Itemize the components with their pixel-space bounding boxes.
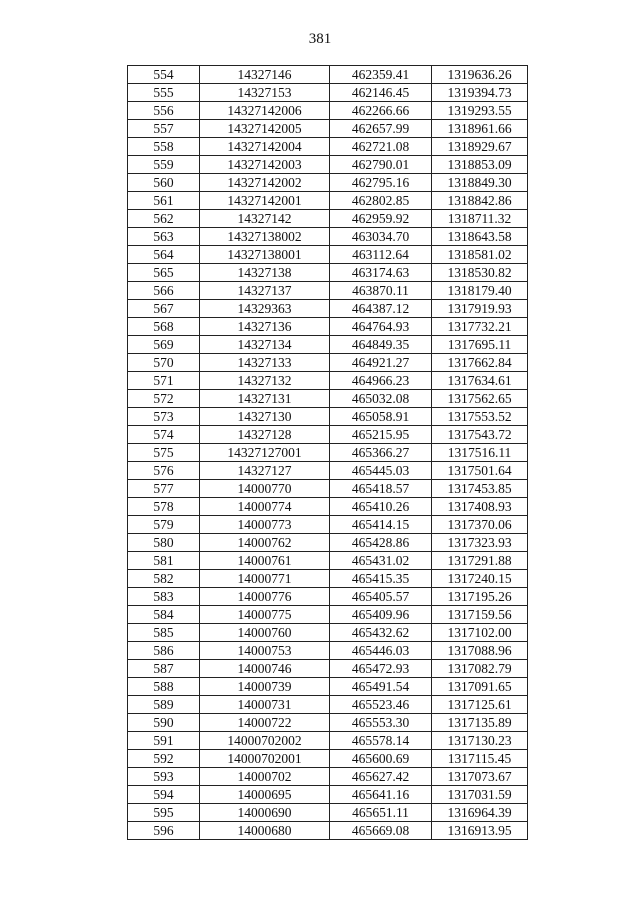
point-code-cell: 14000695 (200, 786, 330, 804)
x-coordinate-cell: 465058.91 (330, 408, 432, 426)
x-coordinate-cell: 465553.30 (330, 714, 432, 732)
x-coordinate-cell: 465523.46 (330, 696, 432, 714)
row-number-cell: 587 (128, 660, 200, 678)
row-number-cell: 584 (128, 606, 200, 624)
y-coordinate-cell: 1317634.61 (432, 372, 528, 390)
row-number-cell: 563 (128, 228, 200, 246)
point-code-cell: 14329363 (200, 300, 330, 318)
x-coordinate-cell: 465215.95 (330, 426, 432, 444)
table-row (128, 642, 528, 660)
x-coordinate-cell: 463034.70 (330, 228, 432, 246)
y-coordinate-cell: 1317082.79 (432, 660, 528, 678)
table-row (128, 570, 528, 588)
table-row (128, 534, 528, 552)
x-coordinate-cell: 462266.66 (330, 102, 432, 120)
row-number-cell: 583 (128, 588, 200, 606)
y-coordinate-cell: 1319636.26 (432, 66, 528, 84)
point-code-cell: 14000762 (200, 534, 330, 552)
y-coordinate-cell: 1317370.06 (432, 516, 528, 534)
table-row (128, 804, 528, 822)
point-code-cell: 14327134 (200, 336, 330, 354)
x-coordinate-cell: 463112.64 (330, 246, 432, 264)
row-number-cell: 592 (128, 750, 200, 768)
y-coordinate-cell: 1317732.21 (432, 318, 528, 336)
y-coordinate-cell: 1317408.93 (432, 498, 528, 516)
table-row (128, 372, 528, 390)
x-coordinate-cell: 462790.01 (330, 156, 432, 174)
row-number-cell: 574 (128, 426, 200, 444)
table-row (128, 264, 528, 282)
table-row (128, 84, 528, 102)
table-row (128, 732, 528, 750)
y-coordinate-cell: 1317543.72 (432, 426, 528, 444)
table-row (128, 444, 528, 462)
point-code-cell: 14000702001 (200, 750, 330, 768)
table-row (128, 480, 528, 498)
point-code-cell: 14000775 (200, 606, 330, 624)
point-code-cell: 14000771 (200, 570, 330, 588)
y-coordinate-cell: 1317115.45 (432, 750, 528, 768)
point-code-cell: 14000680 (200, 822, 330, 840)
table-row (128, 138, 528, 156)
x-coordinate-cell: 465409.96 (330, 606, 432, 624)
x-coordinate-cell: 465032.08 (330, 390, 432, 408)
table-row (128, 516, 528, 534)
table-row (128, 822, 528, 840)
y-coordinate-cell: 1318581.02 (432, 246, 528, 264)
point-code-cell: 14000774 (200, 498, 330, 516)
x-coordinate-cell: 462657.99 (330, 120, 432, 138)
row-number-cell: 571 (128, 372, 200, 390)
y-coordinate-cell: 1316913.95 (432, 822, 528, 840)
point-code-cell: 14327142001 (200, 192, 330, 210)
table-row (128, 282, 528, 300)
row-number-cell: 557 (128, 120, 200, 138)
row-number-cell: 567 (128, 300, 200, 318)
x-coordinate-cell: 465432.62 (330, 624, 432, 642)
table-row (128, 714, 528, 732)
y-coordinate-cell: 1317091.65 (432, 678, 528, 696)
point-code-cell: 14327136 (200, 318, 330, 336)
x-coordinate-cell: 464849.35 (330, 336, 432, 354)
y-coordinate-cell: 1318961.66 (432, 120, 528, 138)
x-coordinate-cell: 465491.54 (330, 678, 432, 696)
x-coordinate-cell: 462146.45 (330, 84, 432, 102)
y-coordinate-cell: 1316964.39 (432, 804, 528, 822)
y-coordinate-cell: 1317662.84 (432, 354, 528, 372)
row-number-cell: 556 (128, 102, 200, 120)
y-coordinate-cell: 1318853.09 (432, 156, 528, 174)
table-row (128, 354, 528, 372)
row-number-cell: 559 (128, 156, 200, 174)
x-coordinate-cell: 465410.26 (330, 498, 432, 516)
point-code-cell: 14327138 (200, 264, 330, 282)
table-row (128, 390, 528, 408)
point-code-cell: 14000702002 (200, 732, 330, 750)
x-coordinate-cell: 465446.03 (330, 642, 432, 660)
row-number-cell: 575 (128, 444, 200, 462)
point-code-cell: 14327127001 (200, 444, 330, 462)
row-number-cell: 593 (128, 768, 200, 786)
point-code-cell: 14327142004 (200, 138, 330, 156)
point-code-cell: 14327133 (200, 354, 330, 372)
table-row (128, 228, 528, 246)
table-row (128, 300, 528, 318)
row-number-cell: 591 (128, 732, 200, 750)
y-coordinate-cell: 1317516.11 (432, 444, 528, 462)
y-coordinate-cell: 1317195.26 (432, 588, 528, 606)
row-number-cell: 576 (128, 462, 200, 480)
point-code-cell: 14327146 (200, 66, 330, 84)
row-number-cell: 566 (128, 282, 200, 300)
x-coordinate-cell: 462359.41 (330, 66, 432, 84)
x-coordinate-cell: 465627.42 (330, 768, 432, 786)
table-row (128, 174, 528, 192)
point-code-cell: 14327138001 (200, 246, 330, 264)
y-coordinate-cell: 1318849.30 (432, 174, 528, 192)
x-coordinate-cell: 465415.35 (330, 570, 432, 588)
coordinates-table-body (128, 66, 528, 840)
row-number-cell: 585 (128, 624, 200, 642)
x-coordinate-cell: 465428.86 (330, 534, 432, 552)
table-row (128, 678, 528, 696)
point-code-cell: 14327137 (200, 282, 330, 300)
table-row (128, 660, 528, 678)
point-code-cell: 14327153 (200, 84, 330, 102)
point-code-cell: 14000722 (200, 714, 330, 732)
table-row (128, 498, 528, 516)
point-code-cell: 14327131 (200, 390, 330, 408)
row-number-cell: 594 (128, 786, 200, 804)
y-coordinate-cell: 1318711.32 (432, 210, 528, 228)
point-code-cell: 14327142002 (200, 174, 330, 192)
point-code-cell: 14327142003 (200, 156, 330, 174)
x-coordinate-cell: 465366.27 (330, 444, 432, 462)
row-number-cell: 568 (128, 318, 200, 336)
row-number-cell: 564 (128, 246, 200, 264)
y-coordinate-cell: 1317125.61 (432, 696, 528, 714)
row-number-cell: 561 (128, 192, 200, 210)
point-code-cell: 14000746 (200, 660, 330, 678)
table-row (128, 750, 528, 768)
y-coordinate-cell: 1318179.40 (432, 282, 528, 300)
table-row (128, 408, 528, 426)
point-code-cell: 14000761 (200, 552, 330, 570)
x-coordinate-cell: 465641.16 (330, 786, 432, 804)
row-number-cell: 589 (128, 696, 200, 714)
row-number-cell: 558 (128, 138, 200, 156)
y-coordinate-cell: 1317135.89 (432, 714, 528, 732)
row-number-cell: 569 (128, 336, 200, 354)
table-row (128, 588, 528, 606)
row-number-cell: 555 (128, 84, 200, 102)
y-coordinate-cell: 1317102.00 (432, 624, 528, 642)
point-code-cell: 14327128 (200, 426, 330, 444)
row-number-cell: 586 (128, 642, 200, 660)
y-coordinate-cell: 1317553.52 (432, 408, 528, 426)
point-code-cell: 14000690 (200, 804, 330, 822)
page-number: 381 (308, 31, 332, 47)
x-coordinate-cell: 465600.69 (330, 750, 432, 768)
point-code-cell: 14327130 (200, 408, 330, 426)
y-coordinate-cell: 1317501.64 (432, 462, 528, 480)
row-number-cell: 573 (128, 408, 200, 426)
y-coordinate-cell: 1318643.58 (432, 228, 528, 246)
y-coordinate-cell: 1317159.56 (432, 606, 528, 624)
x-coordinate-cell: 465431.02 (330, 552, 432, 570)
row-number-cell: 588 (128, 678, 200, 696)
point-code-cell: 14327142006 (200, 102, 330, 120)
x-coordinate-cell: 465669.08 (330, 822, 432, 840)
x-coordinate-cell: 465472.93 (330, 660, 432, 678)
x-coordinate-cell: 464764.93 (330, 318, 432, 336)
point-code-cell: 14327138002 (200, 228, 330, 246)
row-number-cell: 578 (128, 498, 200, 516)
y-coordinate-cell: 1317240.15 (432, 570, 528, 588)
y-coordinate-cell: 1317031.59 (432, 786, 528, 804)
y-coordinate-cell: 1318842.86 (432, 192, 528, 210)
x-coordinate-cell: 462721.08 (330, 138, 432, 156)
row-number-cell: 590 (128, 714, 200, 732)
y-coordinate-cell: 1317073.67 (432, 768, 528, 786)
x-coordinate-cell: 465418.57 (330, 480, 432, 498)
x-coordinate-cell: 465651.11 (330, 804, 432, 822)
x-coordinate-cell: 465445.03 (330, 462, 432, 480)
table-row (128, 246, 528, 264)
row-number-cell: 595 (128, 804, 200, 822)
x-coordinate-cell: 464387.12 (330, 300, 432, 318)
table-row (128, 318, 528, 336)
y-coordinate-cell: 1317695.11 (432, 336, 528, 354)
point-code-cell: 14000731 (200, 696, 330, 714)
x-coordinate-cell: 464966.23 (330, 372, 432, 390)
table-row (128, 210, 528, 228)
row-number-cell: 570 (128, 354, 200, 372)
table-row (128, 462, 528, 480)
y-coordinate-cell: 1317291.88 (432, 552, 528, 570)
point-code-cell: 14000776 (200, 588, 330, 606)
x-coordinate-cell: 463870.11 (330, 282, 432, 300)
coordinates-table (127, 65, 528, 840)
y-coordinate-cell: 1317323.93 (432, 534, 528, 552)
row-number-cell: 572 (128, 390, 200, 408)
point-code-cell: 14000753 (200, 642, 330, 660)
point-code-cell: 14000773 (200, 516, 330, 534)
y-coordinate-cell: 1318929.67 (432, 138, 528, 156)
table-row (128, 66, 528, 84)
point-code-cell: 14000770 (200, 480, 330, 498)
x-coordinate-cell: 465578.14 (330, 732, 432, 750)
x-coordinate-cell: 462795.16 (330, 174, 432, 192)
point-code-cell: 14327132 (200, 372, 330, 390)
row-number-cell: 581 (128, 552, 200, 570)
table-row (128, 552, 528, 570)
x-coordinate-cell: 462802.85 (330, 192, 432, 210)
table-row (128, 624, 528, 642)
point-code-cell: 14327142 (200, 210, 330, 228)
table-row (128, 336, 528, 354)
point-code-cell: 14327127 (200, 462, 330, 480)
y-coordinate-cell: 1317130.23 (432, 732, 528, 750)
y-coordinate-cell: 1319394.73 (432, 84, 528, 102)
y-coordinate-cell: 1317562.65 (432, 390, 528, 408)
point-code-cell: 14000760 (200, 624, 330, 642)
y-coordinate-cell: 1317919.93 (432, 300, 528, 318)
point-code-cell: 14000702 (200, 768, 330, 786)
row-number-cell: 577 (128, 480, 200, 498)
x-coordinate-cell: 463174.63 (330, 264, 432, 282)
x-coordinate-cell: 464921.27 (330, 354, 432, 372)
x-coordinate-cell: 465414.15 (330, 516, 432, 534)
row-number-cell: 582 (128, 570, 200, 588)
y-coordinate-cell: 1317453.85 (432, 480, 528, 498)
table-row (128, 768, 528, 786)
y-coordinate-cell: 1319293.55 (432, 102, 528, 120)
row-number-cell: 562 (128, 210, 200, 228)
point-code-cell: 14000739 (200, 678, 330, 696)
x-coordinate-cell: 465405.57 (330, 588, 432, 606)
row-number-cell: 554 (128, 66, 200, 84)
row-number-cell: 560 (128, 174, 200, 192)
table-row (128, 786, 528, 804)
table-row (128, 156, 528, 174)
table-row (128, 606, 528, 624)
x-coordinate-cell: 462959.92 (330, 210, 432, 228)
table-row (128, 102, 528, 120)
table-row (128, 120, 528, 138)
point-code-cell: 14327142005 (200, 120, 330, 138)
table-row (128, 426, 528, 444)
table-row (128, 192, 528, 210)
table-row (128, 696, 528, 714)
row-number-cell: 580 (128, 534, 200, 552)
y-coordinate-cell: 1318530.82 (432, 264, 528, 282)
row-number-cell: 579 (128, 516, 200, 534)
row-number-cell: 596 (128, 822, 200, 840)
y-coordinate-cell: 1317088.96 (432, 642, 528, 660)
row-number-cell: 565 (128, 264, 200, 282)
